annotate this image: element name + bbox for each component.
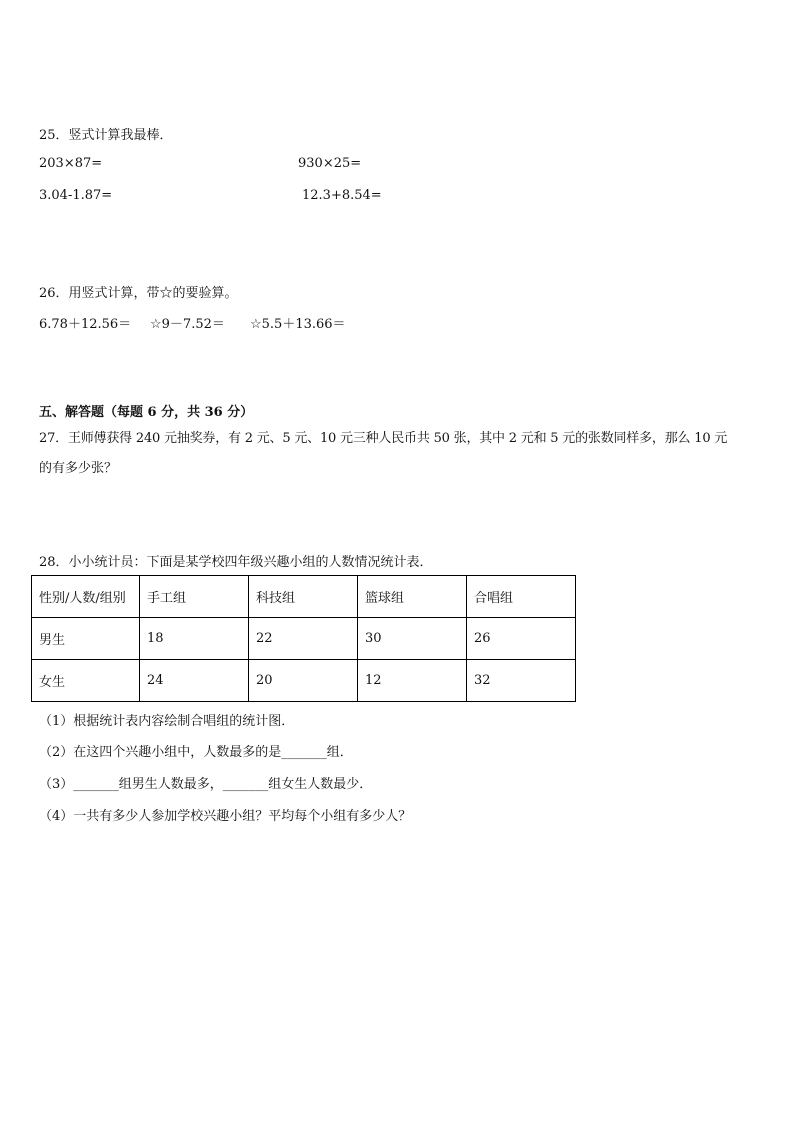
q28-sub-1: （1）根据统计表内容绘制合唱组的统计图． xyxy=(39,714,295,729)
statistics-table xyxy=(31,575,576,702)
table-header-cell: 科技组 xyxy=(249,576,358,618)
q27-line-1: 27．王师傅获得 240 元抽奖券，有 2 元、5 元、10 元三种人民币共 50 张，其中 2 元和 5 元的张数同样多，那么 10 元 xyxy=(39,431,728,446)
table-cell: 32 xyxy=(467,660,576,702)
table-header-row xyxy=(32,576,576,618)
table-cell: 22 xyxy=(249,618,358,660)
table-cell: 30 xyxy=(358,618,467,660)
q26-title: 26．用竖式计算，带☆的要验算。 xyxy=(39,286,238,301)
table-cell: 26 xyxy=(467,618,576,660)
q26-item-2: ☆9－7.52＝ xyxy=(150,317,225,332)
table-row xyxy=(32,660,576,702)
q27-line-2: 的有多少张？ xyxy=(39,461,118,476)
table-header-cell: 篮球组 xyxy=(358,576,467,618)
q26-item-3: ☆5.5＋13.66＝ xyxy=(250,317,346,332)
q28-sub-4: （4）一共有多少人参加学校兴趣小组？平均每个小组有多少人？ xyxy=(39,809,412,824)
section-5-heading: 五、解答题（每题 6 分，共 36 分） xyxy=(39,405,254,420)
q26-item-1: 6.78＋12.56＝ xyxy=(39,317,132,332)
table-cell: 24 xyxy=(140,660,249,702)
table-cell: 男生 xyxy=(32,618,140,660)
table-cell: 18 xyxy=(140,618,249,660)
table-row xyxy=(32,618,576,660)
q25-item-4: 12.3+8.54= xyxy=(302,188,382,203)
q28-title: 28．小小统计员：下面是某学校四年级兴趣小组的人数情况统计表． xyxy=(39,555,433,570)
table-header-cell: 性别/人数/组别 xyxy=(32,576,140,618)
table-cell: 女生 xyxy=(32,660,140,702)
q28-sub-2: （2）在这四个兴趣小组中，人数最多的是_______组． xyxy=(39,745,353,760)
table-header-cell: 合唱组 xyxy=(467,576,576,618)
q25-item-1: 203×87= xyxy=(39,156,103,171)
q25-title: 25．竖式计算我最棒． xyxy=(39,128,173,143)
q25-item-3: 3.04-1.87= xyxy=(39,188,113,203)
q28-sub-3: （3）_______组男生人数最多，_______组女生人数最少． xyxy=(39,777,373,792)
table-cell: 20 xyxy=(249,660,358,702)
table-header-cell: 手工组 xyxy=(140,576,249,618)
table-cell: 12 xyxy=(358,660,467,702)
q25-item-2: 930×25= xyxy=(298,156,362,171)
